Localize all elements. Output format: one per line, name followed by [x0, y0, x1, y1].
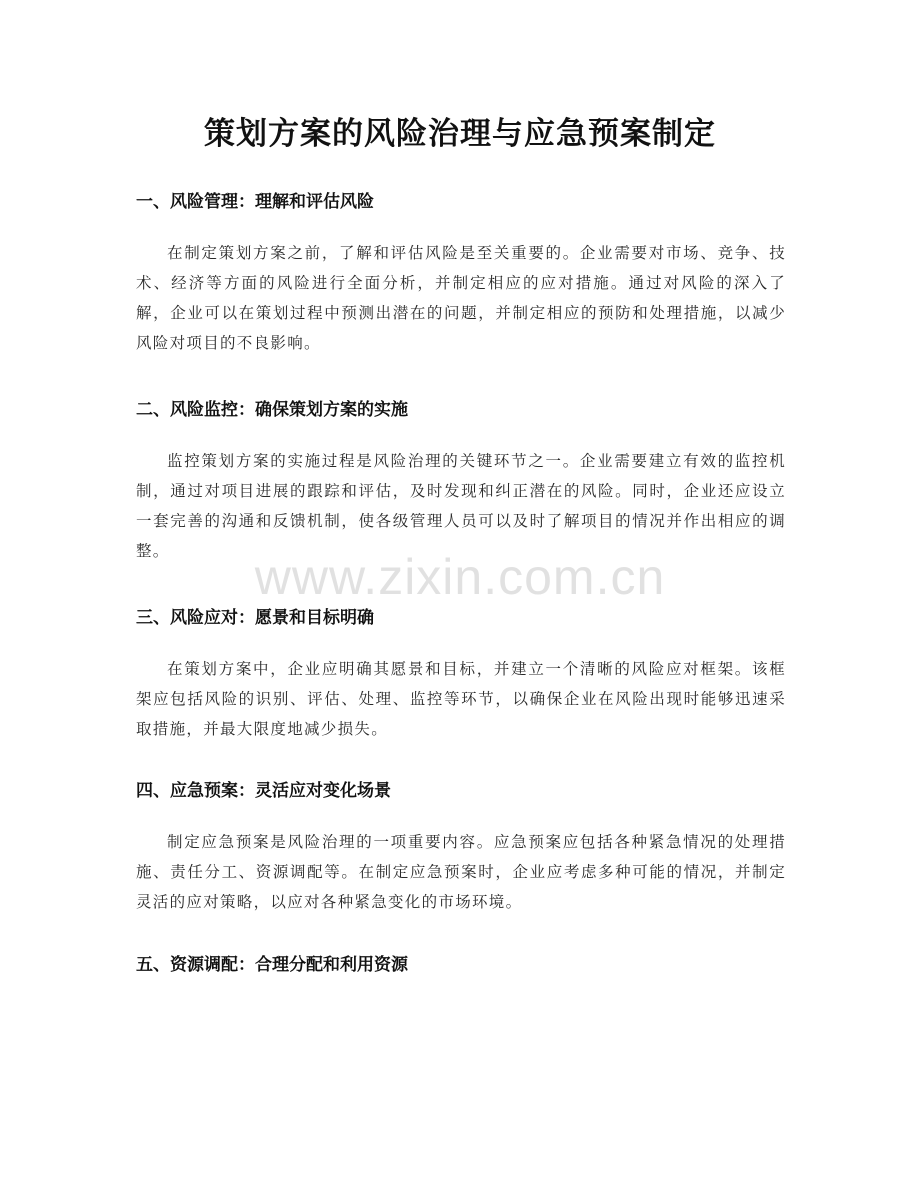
- section-risk-response: [136, 607, 786, 744]
- watermark: www.zixin.com.cn: [254, 549, 666, 605]
- section-paragraph: 在策划方案中，企业应明确其愿景和目标，并建立一个清晰的风险应对框架。该框架应包括风险的识别、评估、处理、监控等环节，以确保企业在风险出现时能够迅速采取措施，并最大限度地减少损失。: [136, 660, 786, 738]
- section-heading: 一、风险管理：理解和评估风险: [136, 192, 374, 212]
- section-heading: 五、资源调配：合理分配和利用资源: [136, 955, 408, 975]
- section-risk-monitoring: [136, 399, 786, 566]
- section-resource-allocation: [136, 954, 786, 976]
- section-emergency-plan: [136, 780, 786, 917]
- section-paragraph: 监控策划方案的实施过程是风险治理的关键环节之一。企业需要建立有效的监控机制，通过对项目进展的跟踪和评估，及时发现和纠正潜在的风险。同时，企业还应设立一套完善的沟通和反馈机制，使各级管理人员可以及时了解项目的情况并作出相应的调整。: [136, 452, 786, 560]
- section-paragraph: 在制定策划方案之前，了解和评估风险是至关重要的。企业需要对市场、竞争、技术、经济等方面的风险进行全面分析，并制定相应的应对措施。通过对风险的深入了解，企业可以在策划过程中预测出潜在的问题，并制定相应的预防和处理措施，以减少风险对项目的不良影响。: [136, 244, 786, 352]
- section-paragraph: 制定应急预案是风险治理的一项重要内容。应急预案应包括各种紧急情况的处理措施、责任分工、资源调配等。在制定应急预案时，企业应考虑多种可能的情况，并制定灵活的应对策略，以应对各种紧急变化的市场环境。: [136, 833, 786, 911]
- section-risk-management: [136, 191, 786, 358]
- page-title: 策划方案的风险治理与应急预案制定: [204, 116, 716, 152]
- section-heading: 四、应急预案：灵活应对变化场景: [136, 781, 391, 801]
- section-heading: 三、风险应对：愿景和目标明确: [136, 608, 374, 628]
- section-heading: 二、风险监控：确保策划方案的实施: [136, 400, 408, 420]
